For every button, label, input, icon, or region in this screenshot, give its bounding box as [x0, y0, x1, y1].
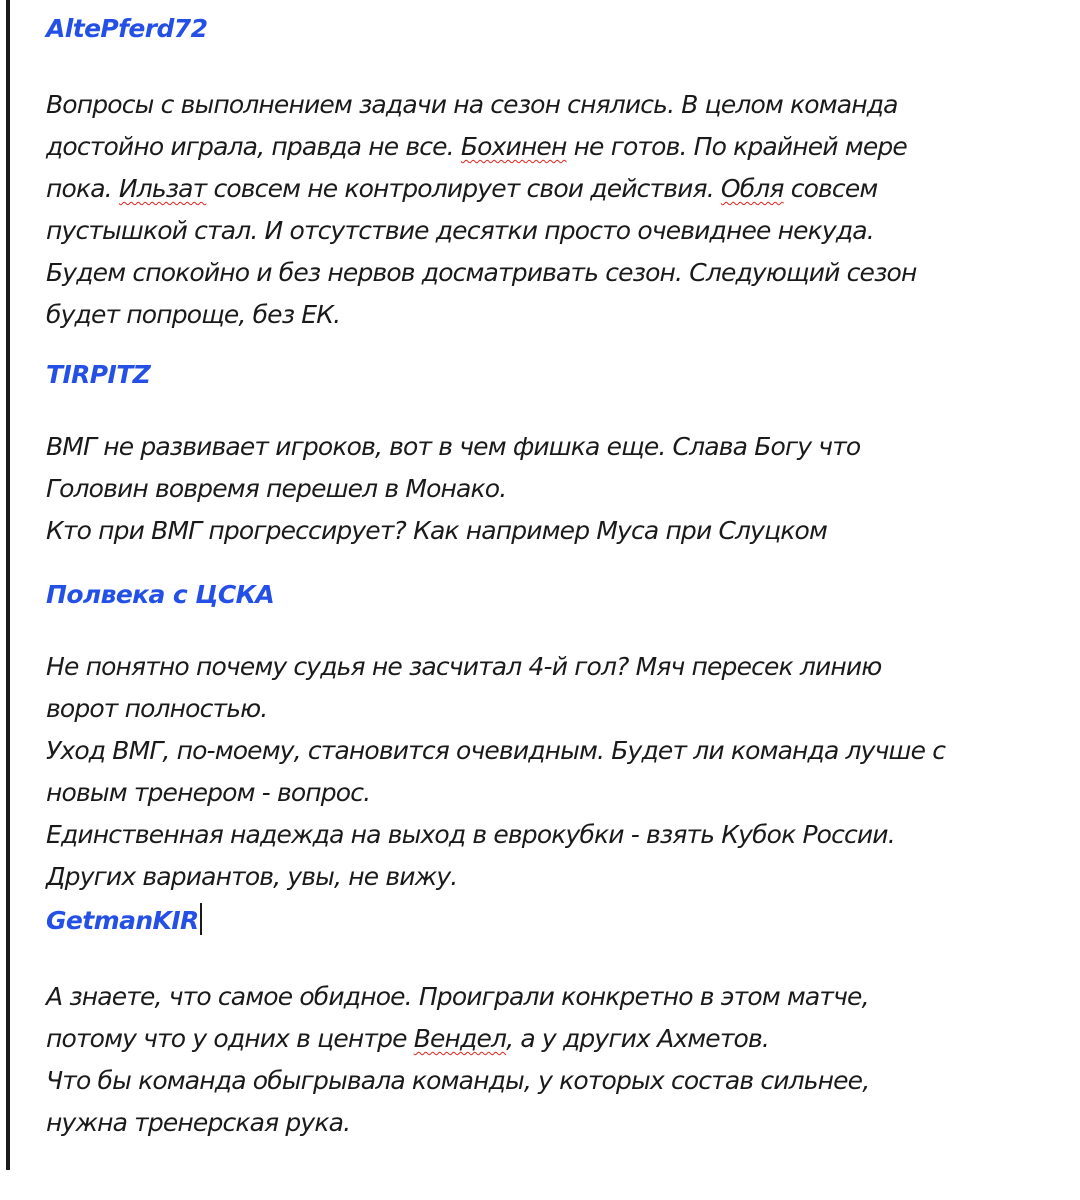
- text-line: [46, 730, 1076, 772]
- comment-body: [46, 84, 1076, 336]
- text-run: Головин вовремя перешел в Монако.: [46, 474, 507, 503]
- text-line: [46, 168, 1076, 210]
- text-line: [46, 976, 1076, 1018]
- text-line: [46, 1102, 1076, 1144]
- comment-body: [46, 646, 1076, 898]
- comment-body: [46, 426, 1076, 552]
- comment-body: [46, 976, 1076, 1144]
- text-line: [46, 294, 1076, 336]
- comment-author[interactable]: AltePferd72: [46, 14, 208, 43]
- text-run: не готов. По крайней мере: [566, 132, 907, 161]
- text-run: пока.: [46, 174, 119, 203]
- text-run: Вопросы с выполнением задачи на сезон снялись. В целом команда: [46, 90, 898, 119]
- text-run: А знаете, что самое обидное. Проиграли конкретно в этом матче,: [46, 982, 869, 1011]
- text-run: Кто при ВМГ прогрессирует? Как например Муса при Слуцком: [46, 516, 828, 545]
- text-line: [46, 1060, 1076, 1102]
- text-run: пустышкой стал. И отсутствие десятки просто очевиднее некуда.: [46, 216, 874, 245]
- text-run: Уход ВМГ, по-моему, становится очевидным. Будет ли команда лучше с: [46, 736, 946, 765]
- text-run: , а у других Ахметов.: [506, 1024, 769, 1053]
- comment-author[interactable]: Полвека с ЦСКА: [46, 580, 275, 609]
- comment: [46, 903, 1076, 1144]
- comment-author[interactable]: [46, 903, 1076, 936]
- text-line: [46, 426, 1076, 468]
- text-run: совсем: [783, 174, 878, 203]
- text-cursor: [200, 903, 202, 935]
- text-run: Единственная надежда на выход в еврокубки - взять Кубок России.: [46, 820, 895, 849]
- text-line: [46, 814, 1076, 856]
- text-run: Что бы команда обыгрывала команды, у которых состав сильнее,: [46, 1066, 870, 1095]
- comment: [46, 14, 1076, 336]
- text-run: Не понятно почему судья не засчитал 4-й гол? Мяч пересек линию: [46, 652, 882, 681]
- text-line: [46, 772, 1076, 814]
- text-line: [46, 252, 1076, 294]
- comment-author-name: GetmanKIR: [46, 906, 199, 935]
- text-line: [46, 510, 1076, 552]
- text-run: Других вариантов, увы, не вижу.: [46, 862, 458, 891]
- misspelled-word: Ильзат: [118, 174, 207, 203]
- text-run: ВМГ не развивает игроков, вот в чем фишка еще. Слава Богу что: [46, 432, 861, 461]
- comment: [46, 580, 1076, 898]
- text-line: [46, 126, 1076, 168]
- text-line: [46, 646, 1076, 688]
- text-line: [46, 210, 1076, 252]
- misspelled-word: Вендел: [413, 1024, 507, 1053]
- text-run: достойно играла, правда не все.: [46, 132, 461, 161]
- misspelled-word: Обля: [720, 174, 784, 203]
- text-line: [46, 468, 1076, 510]
- text-run: ворот полностью.: [46, 694, 268, 723]
- comment-author[interactable]: TIRPITZ: [46, 360, 151, 389]
- text-run: нужна тренерская рука.: [46, 1108, 351, 1137]
- comment: [46, 360, 1076, 552]
- misspelled-word: Бохинен: [460, 132, 567, 161]
- text-run: совсем не контролирует свои действия.: [206, 174, 721, 203]
- left-border-rule: [6, 0, 10, 1170]
- text-run: потому что у одних в центре: [46, 1024, 414, 1053]
- text-line: [46, 856, 1076, 898]
- text-line: [46, 1018, 1076, 1060]
- text-line: [46, 84, 1076, 126]
- text-run: новым тренером - вопрос.: [46, 778, 371, 807]
- text-run: Будем спокойно и без нервов досматривать сезон. Следующий сезон: [46, 258, 917, 287]
- text-run: будет попроще, без ЕК.: [46, 300, 341, 329]
- text-line: [46, 688, 1076, 730]
